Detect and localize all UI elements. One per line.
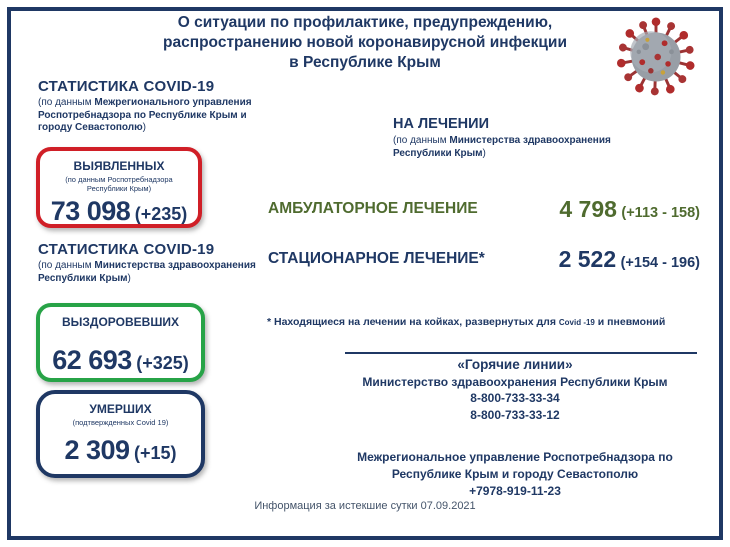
stats-minzdrav-source	[38, 260, 263, 285]
beds-footnote	[267, 316, 697, 328]
source-suffix: )	[127, 272, 131, 284]
deaths-label: УМЕРШИХ	[89, 402, 152, 416]
stats-rospotrebnadzor-title: СТАТИСТИКА COVID-19	[38, 78, 215, 95]
hotline-org-rospotrebnadzor-block	[325, 449, 705, 500]
source-bold: Министерства здравоохранения Республики Крым	[393, 135, 611, 159]
page-title	[120, 13, 610, 73]
detected-number: 73 098	[50, 196, 131, 226]
stationary-label: СТАЦИОНАРНОЕ ЛЕЧЕНИЕ*	[268, 250, 485, 267]
hotline-phone-3: +7978-919-11-23	[469, 484, 561, 498]
stats-rospotrebnadzor-section	[38, 78, 263, 135]
source-prefix: (по данным	[38, 260, 95, 271]
footnote-covid: Covid -19	[558, 318, 595, 327]
detected-label: ВЫЯВЛЕННЫХ	[73, 159, 165, 173]
ambulatory-delta: (+113 - 158)	[621, 205, 700, 221]
ambulatory-label: АМБУЛАТОРНОЕ ЛЕЧЕНИЕ	[268, 200, 478, 217]
stationary-number: 2 522	[558, 246, 617, 272]
ambulatory-number: 4 798	[559, 196, 617, 222]
treatment-title: НА ЛЕЧЕНИИ	[393, 116, 489, 132]
recovered-number: 62 693	[52, 345, 132, 375]
stats-minzdrav-title: СТАТИСТИКА COVID-19	[38, 241, 215, 258]
source-bold: Министерства здравоохранения Республики Крым	[38, 260, 256, 284]
source-suffix: )	[482, 147, 486, 159]
treatment-source	[393, 135, 643, 160]
coronavirus-icon	[610, 14, 702, 100]
source-prefix: (по данным	[393, 135, 450, 146]
detected-card	[36, 147, 202, 228]
stationary-delta: (+154 - 196)	[620, 255, 700, 271]
source-bold: Межрегионального управления Роспотребнадзора по Республике Крым и городу Севастополю	[38, 97, 252, 133]
title-line-2: распространению новой коронавирусной инфекции	[163, 34, 567, 51]
title-line-3: в Республике Крым	[289, 54, 441, 71]
recovered-label: ВЫЗДОРОВЕВШИХ	[61, 315, 180, 329]
recovered-value	[40, 345, 201, 376]
detected-source-line1: (по данным Роспотребнадзора	[65, 175, 173, 184]
stats-minzdrav-section	[38, 241, 263, 285]
stationary-value	[559, 246, 700, 273]
ambulatory-row	[268, 196, 700, 226]
hotline-org-minzdrav: Министерство здравоохранения Республики Крым	[362, 374, 668, 389]
ambulatory-value	[559, 196, 700, 223]
recovered-delta: (+325)	[136, 353, 189, 373]
hotline-phone-1: 8-800-733-33-34	[470, 391, 560, 405]
deaths-number: 2 309	[64, 435, 130, 465]
footnote-tail: и пневмоний	[594, 316, 666, 328]
hotline-org-rospotrebnadzor: Межрегиональное управление Роспотребнадзора по Республике Крым и городу Севастополю	[357, 450, 673, 481]
deaths-value	[40, 435, 201, 466]
hotlines-divider	[345, 352, 697, 354]
recovered-card	[36, 303, 205, 382]
detected-source	[40, 175, 198, 193]
deaths-source: (подтвержденных Covid 19)	[72, 418, 169, 427]
hotlines-title: «Горячие линии»	[457, 357, 573, 372]
deaths-delta: (+15)	[134, 443, 177, 463]
stationary-row	[268, 246, 700, 276]
source-prefix: (по данным	[38, 97, 95, 108]
stats-rospotrebnadzor-source	[38, 97, 263, 135]
detected-source-line2: Республики Крым)	[86, 184, 152, 193]
detected-value	[40, 196, 198, 227]
hotline-phone-2: 8-800-733-33-12	[470, 407, 560, 422]
detected-delta: (+235)	[134, 204, 188, 224]
hotlines-block	[325, 357, 705, 500]
deaths-card	[36, 390, 205, 478]
source-suffix: )	[142, 122, 146, 133]
footnote-text: * Находящиеся на лечении на койках, развернутых для	[267, 316, 559, 328]
report-date: Информация за истекшие сутки 07.09.2021	[254, 500, 476, 512]
treatment-section	[393, 116, 643, 160]
title-line-1: О ситуации по профилактике, предупреждению,	[177, 14, 553, 31]
